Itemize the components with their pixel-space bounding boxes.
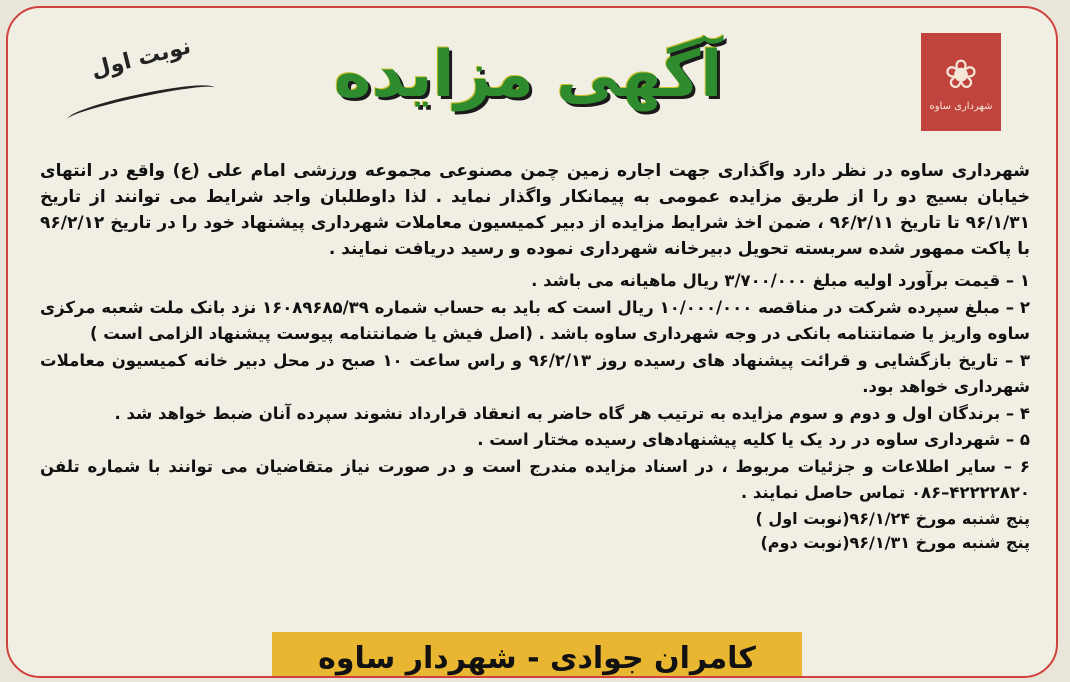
publication-dates [40, 507, 1030, 555]
signature-text: کامران جوادی - شهردار ساوه [318, 640, 756, 676]
notice-title: آگهی مزایده [333, 38, 723, 112]
intro-paragraph: شهرداری ساوه در نظر دارد واگذاری جهت اجاره زمین چمن مصنوعی مجموعه ورزشی امام علی (ع) واقع در انتهای خیابان بسیج دو را از طریق مزایده عمومی به پیمانکار واگذار نماید . لذا داوطلبان واجد شرایط می توانند از تاریخ ۹۶/۱/۳۱ تا تاریخ ۹۶/۲/۱۱ ، ضمن اخذ شرایط مزایده از دبیر کمیسیون معاملات شهرداری پیشنهاد خود را در تاریخ ۹۶/۲/۱۲ با پاکت ممهور شده سربسته تحویل دبیرخانه شهرداری نموده و رسید دریافت نمایند . [40, 161, 1030, 259]
conditions-list [40, 268, 1030, 507]
logo-caption: شهرداری ساوه [929, 100, 993, 112]
municipality-logo [921, 33, 1001, 131]
condition-item: ۴ – برندگان اول و دوم و سوم مزایده به ترتیب هر گاه حاضر به انعقاد قرارداد نشوند سپرده آنان ضبط خواهد شد . [114, 403, 1030, 423]
notice-body [40, 158, 1030, 555]
signature-banner [272, 632, 802, 678]
round-badge [56, 34, 226, 116]
condition-item: ۶ – سایر اطلاعات و جزئیات مربوط ، در اسناد مزایده مندرج است و در صورت نیاز متقاضیان می توانند با شماره تلفن ۴۲۲۲۲۸۲۰–۰۸۶ تماس حاصل نمایند . [40, 456, 1030, 502]
second-round-date: پنج شنبه مورخ ۹۶/۱/۳۱(نوبت دوم) [760, 532, 1030, 552]
condition-item: ۵ – شهرداری ساوه در رد یک یا کلیه پیشنهادهای رسیده مختار است . [477, 430, 1030, 449]
condition-item: ۱ – قیمت برآورد اولیه مبلغ ۳/۷۰۰/۰۰۰ ریال ماهیانه می باشد . [531, 271, 1030, 290]
municipality-logo-icon: ❀ [944, 51, 978, 98]
round-badge-label: نوبت اول [88, 34, 194, 83]
badge-underline [66, 79, 217, 129]
notice-frame [6, 6, 1058, 678]
condition-item: ۲ – مبلغ سپرده شرکت در مناقصه ۱۰/۰۰۰/۰۰۰ ریال است که باید به حساب شماره ۱۶۰۸۹۶۸۵/۳۹ نزد بانک ملت شعبه مرکزی ساوه واریز یا ضمانتنامه بانکی در وجه شهرداری ساوه باشد . (اصل فیش یا ضمانتنامه پیوست پیشنهاد الزامی است ) [40, 297, 1030, 343]
condition-item: ۳ – تاریخ بازگشایی و قرائت پیشنهاد های رسیده روز ۹۶/۲/۱۳ و راس ساعت ۱۰ صبح در محل دبیر خانه کمیسیون معاملات شهرداری خواهد بود. [40, 350, 1030, 396]
first-round-date: پنج شنبه مورخ ۹۶/۱/۲۴(نوبت اول ) [755, 508, 1030, 528]
